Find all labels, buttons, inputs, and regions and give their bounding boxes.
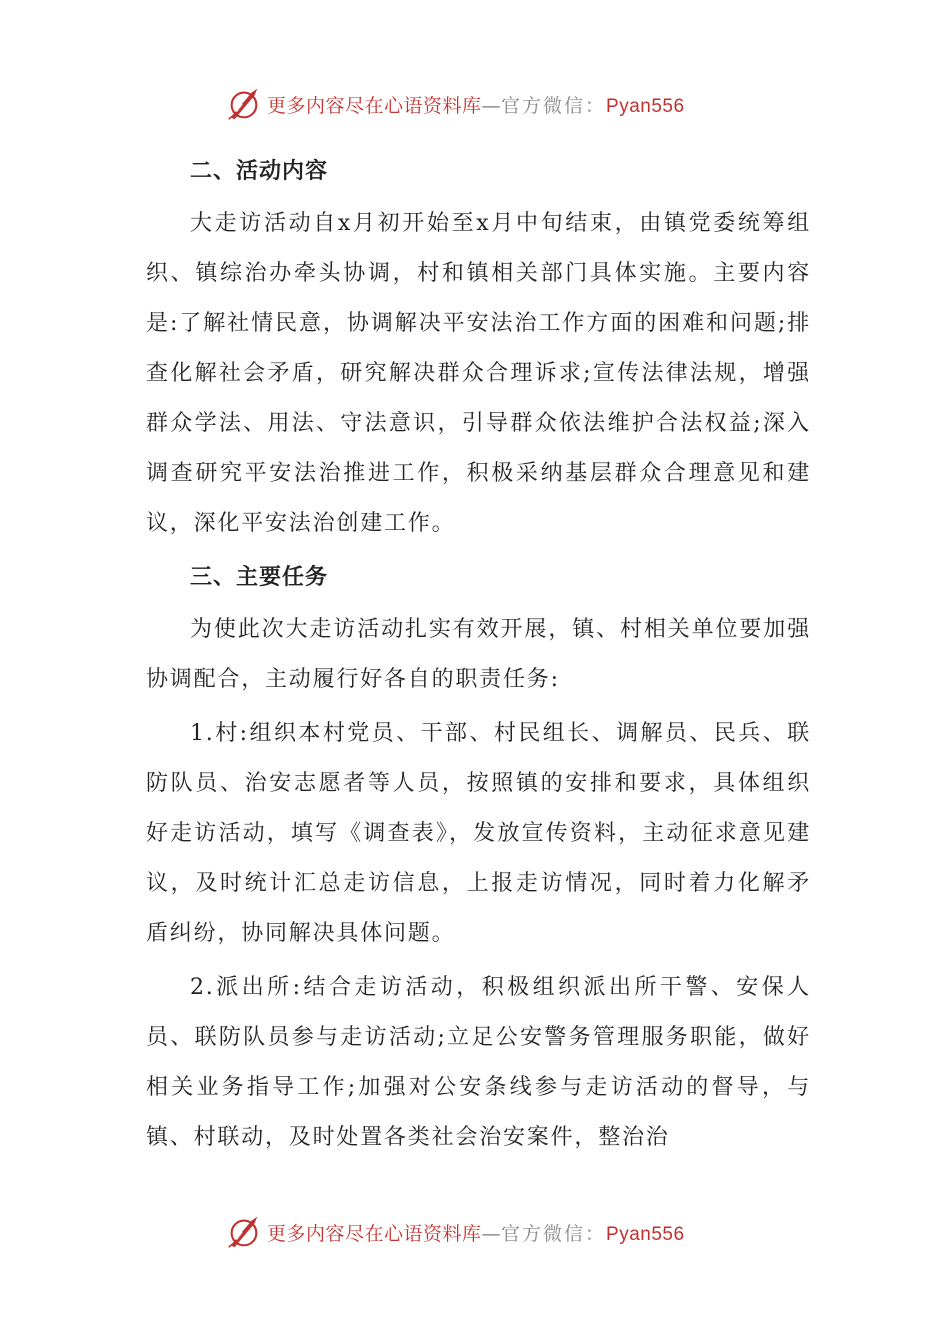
document-body — [146, 147, 811, 1167]
paragraph-activity-content: 大走访活动自x月初开始至x月中旬结束，由镇党委统筹组织、镇综治办牵头协调，村和镇相关部门具体实施。主要内容是:了解社情民意，协调解决平安法治工作方面的困难和问题;排查化解社会矛盾，研究解决群众合理诉求;宣传法律法规，增强群众学法、用法、守法意识，引导群众依法维护合法权益;深入调查研究平安法治推进工作，积极采纳基层群众合理意见和建议，深化平安法治创建工作。 — [146, 211, 811, 536]
footer-banner — [0, 1212, 950, 1252]
banner-dash: — — [481, 94, 502, 117]
banner-text — [267, 91, 685, 118]
paragraph-main-tasks-intro: 为使此次大走访活动扎实有效开展，镇、村相关单位要加强协调配合，主动履行好各自的职责任务: — [146, 617, 811, 692]
banner-main-text: 更多内容尽在心语资料库 — [267, 1222, 482, 1245]
paragraph-task-police-station: 2.派出所:结合走访活动，积极组织派出所干警、安保人员、联防队员参与走访活动;立足公安警务管理服务职能，做好相关业务指导工作;加强对公安条线参与走访活动的督导，与镇、村联动，及时处置各类社会治安案件，整治治 — [146, 975, 811, 1150]
banner-main-text: 更多内容尽在心语资料库 — [267, 94, 482, 117]
section-heading-main-tasks: 三、主要任务 — [190, 565, 329, 590]
quill-pen-logo-icon — [225, 1213, 263, 1251]
banner-dash: — — [481, 1222, 502, 1245]
paragraph-task-village: 1.村:组织本村党员、干部、村民组长、调解员、民兵、联防队员、治安志愿者等人员，按照镇的安排和要求，具体组织好走访活动，填写《调查表》，发放宣传资料，主动征求意见建议，及时统计汇总走访信息，上报走访情况，同时着力化解矛盾纠纷，协同解决具体问题。 — [146, 721, 811, 946]
banner-text — [267, 1219, 685, 1246]
banner-wechat-id: Pyan556 — [606, 1223, 685, 1245]
section-heading-activity-content: 二、活动内容 — [190, 159, 329, 184]
quill-pen-logo-icon — [225, 85, 263, 123]
banner-wechat-id: Pyan556 — [606, 95, 685, 117]
banner-inner — [225, 1212, 685, 1252]
header-banner — [0, 84, 950, 124]
banner-wechat-label: 官方微信： — [501, 94, 607, 117]
banner-inner — [225, 84, 685, 124]
banner-wechat-label: 官方微信： — [501, 1222, 607, 1245]
